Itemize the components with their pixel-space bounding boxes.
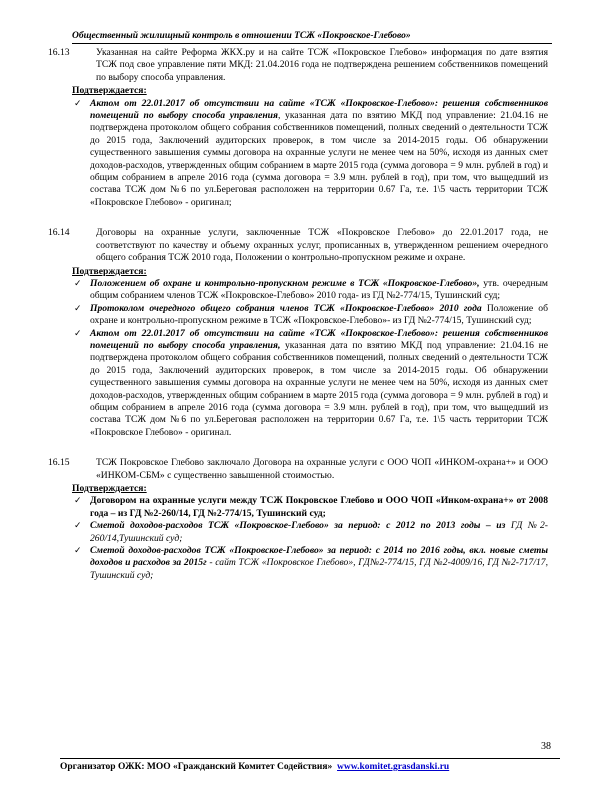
section-number: 16.15: [48, 457, 70, 469]
section-text: ТСЖ Покровское Глебово заключало Договора на охранные услуги с ООО ЧОП «ИНКОМ-охрана+» и ООО «ИНКОМ-СБМ» с существенно завышенной стоимостью.: [96, 457, 548, 481]
document-body: [48, 47, 549, 582]
checkmark-icon: ✓: [74, 546, 82, 557]
confirm-label: Подтверждается:: [72, 483, 147, 494]
footer-organizer: Организатор ОЖК: МОО «Гражданский Комитет Содействия»: [60, 762, 333, 772]
section-16-13: [48, 47, 548, 84]
section-16-15: [48, 457, 548, 482]
evidence-title: Протоколом очередного общего собрания членов ТСЖ «Покровское-Глебово» 2010 года: [90, 302, 482, 314]
section-text: Указанная на сайте Реформа ЖКХ.ру и на сайте ТСЖ «Покровское Глебово» информация по дате взятия ТСЖ под свое управление пяти МКД: 21.04.2016 года не подтверждена решением собственников помещений по выбору способа управления.: [96, 47, 548, 83]
checkmark-icon: ✓: [74, 278, 82, 289]
evidence-title: Актом от 22.01.2017 об отсутствии на сайте «ТСЖ «Покровское-Глебово»: решения собственников помещений по выбору способа управления,: [90, 327, 548, 351]
evidence-item: [72, 520, 548, 545]
evidence-item: [72, 278, 548, 303]
checkmark-icon: ✓: [74, 521, 82, 532]
evidence-text: Положение об охране и контрольно-пропускном режиме в ТСЖ «Покровское-Глебово»- из ГД №2-774/15, Тушинский суд;: [90, 302, 548, 327]
evidence-item: [72, 303, 548, 328]
checkmark-icon: ✓: [74, 98, 82, 109]
page-footer: [60, 758, 560, 772]
evidence-title: Положением об охране и контрольно-пропускном режиме в ТСЖ «Покровское-Глебово»,: [90, 277, 480, 289]
evidence-item: [72, 495, 548, 520]
evidence-title: Актом от 22.01.2017 об отсутствии на сайте «ТСЖ «Покровское-Глебово»: решения собственников помещений по выбору способа управления: [90, 97, 548, 122]
evidence-title: Сметой доходов-расходов ТСЖ «Покровское-Глебово» за период: с 2012 по 2013 годы – из: [90, 520, 506, 532]
evidence-text: указанная дата по взятию МКД под управление: 21.04.16 не подтверждена протоколом общего собрания собственников помещений, полных сведений о деятельности ТСЖ до 2015 года, Заключений аудиторских проверок, в том числе за 2014-2015 годы. Об обнаружении существенного завышения суммы договора на охранные услуги не менее чем на 50%, исходя из данных смет доходов-расходов, утвержденных общим собранием в марте 2015 года (сумма договора = 9 млн. рублей в год) и общим собранием в апреле 2016 года (сумма договора = 3.9 млн. рублей в год), при том, что выщедший из состава ТСЖ дом №6 по ул.Береговая расположен на территории 0.67 Га, т.е. 1\5 часть территории ТСЖ «Покровское Глебово» - оригинал.: [90, 339, 548, 438]
section-number: 16.14: [48, 227, 70, 239]
evidence-title: Сметой доходов-расходов ТСЖ «Покровское-Глебово» за период: с 2014 по 2016 годы, вкл. новые сметы доходов и расходов за 2015г: [90, 545, 548, 569]
footer-website-link[interactable]: www.komitet.grasdanski.ru: [337, 762, 450, 772]
confirm-label: Подтверждается:: [72, 265, 147, 277]
page-header-title: Общественный жилищный контроль в отношении ТСЖ «Покровское-Глебово»: [72, 31, 552, 44]
section-text: Договоры на охранные услуги, заключенные ТСЖ «Покровское Глебово» до 22.01.2017 года, не соответствуют по качеству и объему охранных услуг, прописанных в, утвержденном решением очередного общего собрания ТСЖ 2010 года, Положении о контрольно-пропускном режиме и охране.: [96, 227, 548, 264]
evidence-item: [72, 328, 548, 440]
page-number: 38: [541, 741, 551, 752]
checkmark-icon: ✓: [74, 303, 82, 314]
evidence-text: утв. очередным общим собранием членов ТСЖ «Покровское-Глебово» 2010 года- из ГД №2-774/15, Тушинский суд;: [90, 277, 548, 302]
section-number: 16.13: [48, 47, 70, 58]
evidence-item: [72, 545, 548, 582]
section-16-14: [48, 227, 548, 264]
confirm-label: Подтверждается:: [72, 85, 147, 97]
evidence-title: Договором на охранные услуги между ТСЖ Покровское Глебово и ООО ЧОП «Инком-охрана+» от 2008 года – из ГД №2-260/14, ГД №2-774/15, Тушинский суд;: [90, 495, 548, 519]
checkmark-icon: ✓: [74, 328, 82, 339]
evidence-source: ГД №2-260/14,Тушинский суд;: [90, 520, 548, 544]
checkmark-icon: ✓: [74, 496, 82, 507]
evidence-text: , указанная дата по взятию МКД под управление: 21.04.16 не подтверждена протоколом общего собрания собственников помещений, полных сведений о деятельности ТСЖ до 2015 года, Заключений аудиторских проверок, в том числе за 2014-2015 годы. Об обнаружении существенного завышения суммы договора на охранные услуги не менее чем на 50%, исходя из данных смет доходов-расходов, утвержденных общим собранием в марте 2015 года (сумма договора = 9 млн. рублей в год) и общим собранием в апреле 2016 года (сумма договора = 3.9 млн. рублей в год), при том, что выщедший из состава ТСЖ дом №6 по ул.Береговая расположен на территории 0.67 Га, т.е. 1\5 часть территории ТСЖ «Покровское Глебово» - оригинал;: [90, 110, 549, 208]
evidence-item: [72, 98, 548, 210]
evidence-source: - сайт ТСЖ «Покровское Глебово», ГД№2-774/15, ГД №2-4009/16, ГД №2-717/17, Тушинский суд;: [90, 557, 548, 581]
